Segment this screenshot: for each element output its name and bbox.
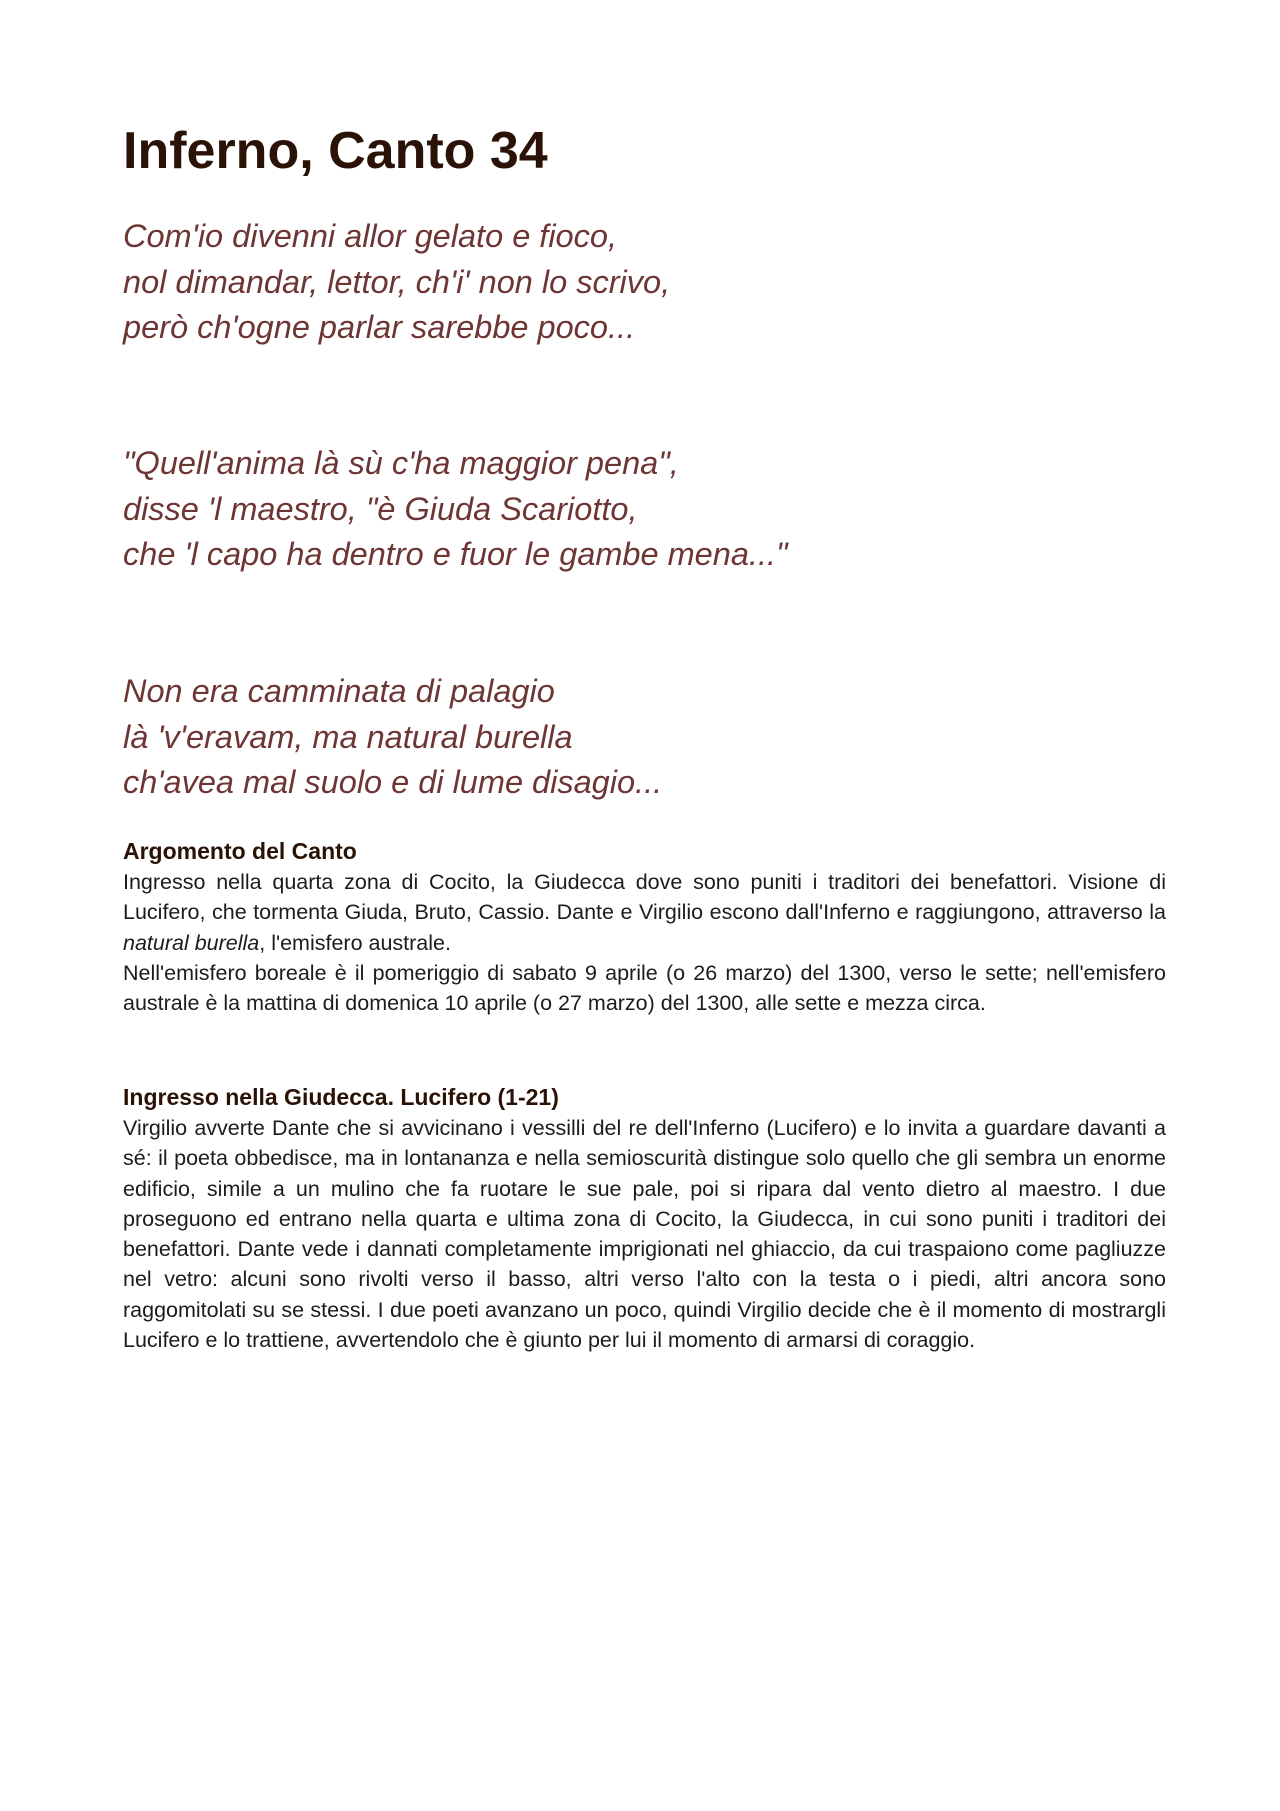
section-body-giudecca bbox=[123, 1113, 1166, 1355]
page-title: Inferno, Canto 34 bbox=[123, 122, 548, 180]
verse-line: che 'l capo ha dentro e fuor le gambe mena..." bbox=[123, 536, 788, 572]
text: Ingresso nella quarta zona di Cocito, la Giudecca dove sono puniti i traditori dei benefattori. Visione di Lucifero, che tormenta Giuda, Bruto, Cassio. Dante e Virgilio escono dall'Inferno e raggiungono, attraverso la bbox=[123, 870, 1166, 925]
verse-line: Non era camminata di palagio bbox=[123, 673, 555, 709]
paragraph: Nell'emisfero boreale è il pomeriggio di sabato 9 aprile (o 26 marzo) del 1300, verso le sette; nell'emisfero australe è la mattina di domenica 10 aprile (o 27 marzo) del 1300, alle sette e mezza circa. bbox=[123, 960, 1166, 1016]
poem-stanza-3 bbox=[123, 669, 1166, 806]
poem-stanza-1 bbox=[123, 214, 1166, 351]
italic-text: natural burella bbox=[123, 930, 260, 955]
verse-line: là 'v'eravam, ma natural burella bbox=[123, 718, 573, 755]
paragraph bbox=[123, 867, 1166, 958]
section-heading-giudecca: Ingresso nella Giudecca. Lucifero (1-21) bbox=[123, 1084, 559, 1110]
verse-line: però ch'ogne parlar sarebbe poco... bbox=[123, 309, 636, 345]
verse-line: Com'io divenni allor gelato e fioco, bbox=[123, 218, 617, 254]
poem-stanza-2 bbox=[123, 441, 1166, 578]
text: , l'emisfero australe. bbox=[259, 930, 451, 955]
verse-line: disse 'l maestro, "è Giuda Scariotto, bbox=[123, 490, 638, 527]
paragraph: Virgilio avverte Dante che si avvicinano i vessilli del re dell'Inferno (Lucifero) e lo invita a guardare davanti a sé: il poeta obbedisce, ma in lontananza e nella semioscurità distingue solo quello che gli sembra un enorme edificio, simile a un mulino che fa ruotare le sue pale, poi si ripara dal vento dietro al maestro. I due proseguono ed entrano nella quarta e ultima zona di Cocito, la Giudecca, in cui sono puniti i traditori dei benefattori. Dante vede i dannati completamente imprigionati nel ghiaccio, da cui traspaiono come pagliuzze nel vetro: alcuni sono rivolti verso il basso, altri verso l'alto con la testa o i piedi, altri ancora sono raggomitolati su se stessi. I due poeti avanzano un poco, quindi Virgilio decide che è il momento di mostrargli Lucifero e lo trattiene, avvertendolo che è giunto per lui il momento di armarsi di coraggio. bbox=[123, 1116, 1166, 1353]
verse-line: "Quell'anima là sù c'ha maggior pena", bbox=[123, 445, 679, 481]
section-heading-argomento: Argomento del Canto bbox=[123, 838, 357, 864]
verse-line: ch'avea mal suolo e di lume disagio... bbox=[123, 764, 663, 800]
verse-line: nol dimandar, lettor, ch'i' non lo scrivo, bbox=[123, 263, 671, 300]
section-body-argomento bbox=[123, 867, 1166, 1018]
